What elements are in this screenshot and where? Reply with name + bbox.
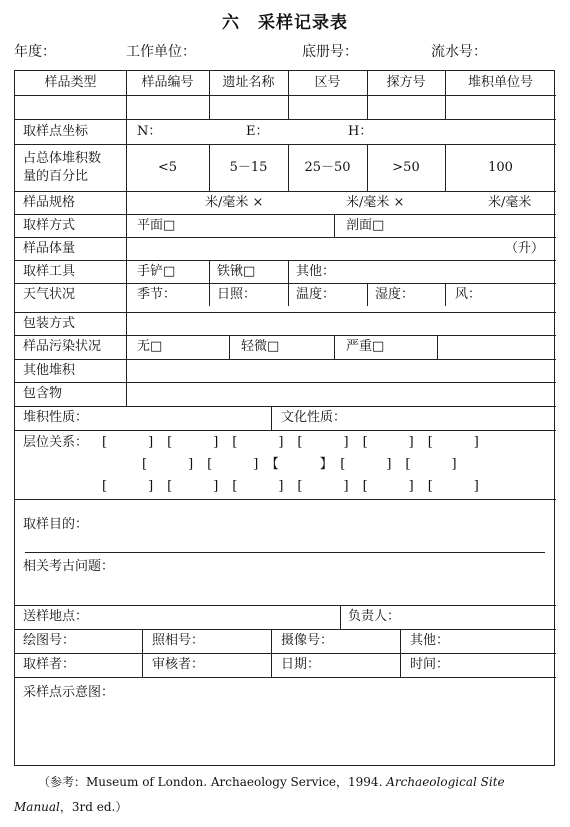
pollution-serious-checkbox[interactable]: 严重□ (346, 339, 385, 354)
purpose-label: 取样目的： (23, 517, 89, 532)
row-divider (15, 605, 556, 606)
col-divider (229, 335, 230, 359)
row-divider (15, 629, 556, 630)
sketch-label: 采样点示意图： (23, 685, 115, 700)
spec-height: 米/毫米 (488, 195, 532, 210)
serial-number-label: 流水号： (431, 44, 487, 60)
row-divider (15, 499, 556, 500)
footer-suffix: ，3rd ed.） (59, 800, 128, 814)
row-divider (15, 312, 556, 313)
footer-title-part1: Archaeological Site (386, 775, 505, 789)
coords-label: 取样点坐标 (23, 124, 89, 139)
col-divider (400, 629, 401, 677)
tool-label: 取样工具 (23, 264, 76, 279)
row-divider (15, 359, 556, 360)
pollution-light-checkbox[interactable]: 轻微□ (241, 339, 280, 354)
delivery-place-field[interactable]: 送样地点： (23, 609, 89, 624)
reviewer-field[interactable]: 审核者： (152, 657, 205, 672)
header-site-name: 遗址名称 (222, 75, 275, 90)
weather-sunshine[interactable]: 日照： (217, 287, 257, 302)
footer-prefix: （参考：Museum of London. Archaeology Service，1994. (38, 775, 387, 789)
header-trench-number: 探方号 (386, 75, 426, 90)
tool-shovel-checkbox[interactable]: 铁锹□ (217, 264, 256, 279)
footer-title-part2: Manual (14, 800, 60, 814)
col-divider (367, 283, 368, 306)
packing-label: 包装方式 (23, 316, 76, 331)
tool-other-field[interactable]: 其他： (296, 264, 336, 279)
stratigraphy-row-2[interactable]: [ ] [ ] 【 】 [ ] [ ] (142, 457, 458, 472)
percent-option[interactable]: >50 (392, 160, 420, 175)
method-plane-checkbox[interactable]: 平面□ (137, 218, 176, 233)
row-divider (15, 191, 556, 192)
col-divider (340, 605, 341, 629)
coord-n[interactable]: N： (137, 124, 162, 139)
percent-option[interactable]: 100 (488, 160, 513, 175)
row-divider (15, 335, 556, 336)
row-divider (15, 144, 556, 145)
responsible-person-field[interactable]: 负责人： (348, 609, 401, 624)
spec-length: 米/毫米 × (205, 195, 264, 210)
question-label: 相关考古问题： (23, 559, 115, 574)
culture-nature-field[interactable]: 文化性质： (281, 410, 347, 425)
docs-other-field[interactable]: 其他： (410, 633, 450, 648)
coord-h[interactable]: H： (348, 124, 373, 139)
percent-label-line2: 量的百分比 (23, 169, 89, 184)
deposit-nature-field[interactable]: 堆积性质： (23, 410, 89, 425)
row-divider (15, 382, 556, 383)
row-divider (15, 677, 556, 678)
col-divider (445, 283, 446, 306)
percent-option[interactable]: 25－50 (304, 160, 351, 175)
percent-option[interactable]: 5－15 (229, 160, 268, 175)
col-divider (142, 629, 143, 677)
col-divider (334, 335, 335, 359)
row-divider (15, 119, 556, 120)
row-divider (15, 260, 556, 261)
reference-footer (14, 770, 555, 820)
col-divider (334, 214, 335, 237)
volume-label: 样品体量 (23, 241, 76, 256)
weather-wind[interactable]: 风： (455, 287, 482, 302)
work-unit-label: 工作单位： (126, 44, 196, 60)
coord-e[interactable]: E： (246, 124, 269, 139)
col-divider (209, 260, 210, 306)
col-divider (271, 629, 272, 677)
method-label: 取样方式 (23, 218, 76, 233)
register-number-label: 底册号： (302, 44, 358, 60)
inclusions-label: 包含物 (23, 386, 63, 401)
drawing-number-field[interactable]: 绘图号： (23, 633, 76, 648)
percent-option[interactable]: <5 (157, 160, 178, 175)
other-deposit-label: 其他堆积 (23, 363, 76, 378)
row-divider (15, 430, 556, 431)
row-divider (15, 653, 556, 654)
spec-width: 米/毫米 × (346, 195, 405, 210)
header-deposit-unit: 堆积单位号 (467, 75, 533, 90)
tool-trowel-checkbox[interactable]: 手铲□ (137, 264, 176, 279)
sampler-field[interactable]: 取样者： (23, 657, 76, 672)
row-divider (15, 214, 556, 215)
stratigraphy-row-3[interactable]: [ ] [ ] [ ] [ ] [ ] [ ] (102, 479, 480, 494)
pollution-label: 样品污染状况 (23, 339, 102, 354)
year-label: 年度： (14, 44, 56, 60)
method-section-checkbox[interactable]: 剖面□ (346, 218, 385, 233)
col-divider (271, 406, 272, 430)
weather-label: 天气状况 (23, 287, 76, 302)
time-field[interactable]: 时间： (410, 657, 450, 672)
stratigraphy-row-1[interactable]: [ ] [ ] [ ] [ ] [ ] [ ] (102, 435, 480, 450)
row-divider (15, 283, 556, 284)
col-divider (126, 71, 127, 406)
weather-temperature[interactable]: 温度： (296, 287, 336, 302)
stratigraphy-label: 层位关系： (23, 435, 89, 450)
spec-label: 样品规格 (23, 195, 76, 210)
row-divider (15, 95, 556, 96)
volume-unit: （升） (505, 241, 545, 256)
date-field[interactable]: 日期： (281, 657, 321, 672)
row-divider (15, 237, 556, 238)
header-sample-type: 样品类型 (44, 75, 97, 90)
col-divider (437, 335, 438, 359)
header-sample-number: 样品编号 (141, 75, 194, 90)
page-title: 六 采样记录表 (222, 13, 348, 33)
weather-humidity[interactable]: 湿度： (375, 287, 415, 302)
video-number-field[interactable]: 摄像号： (281, 633, 334, 648)
sampling-record-form (14, 70, 555, 766)
col-divider (288, 260, 289, 306)
photo-number-field[interactable]: 照相号： (152, 633, 205, 648)
percent-label-line1: 占总体堆积数 (23, 151, 102, 166)
pollution-none-checkbox[interactable]: 无□ (137, 339, 163, 354)
purpose-underline (25, 552, 545, 553)
row-divider (15, 406, 556, 407)
header-area-number: 区号 (314, 75, 341, 90)
weather-season[interactable]: 季节： (137, 287, 177, 302)
